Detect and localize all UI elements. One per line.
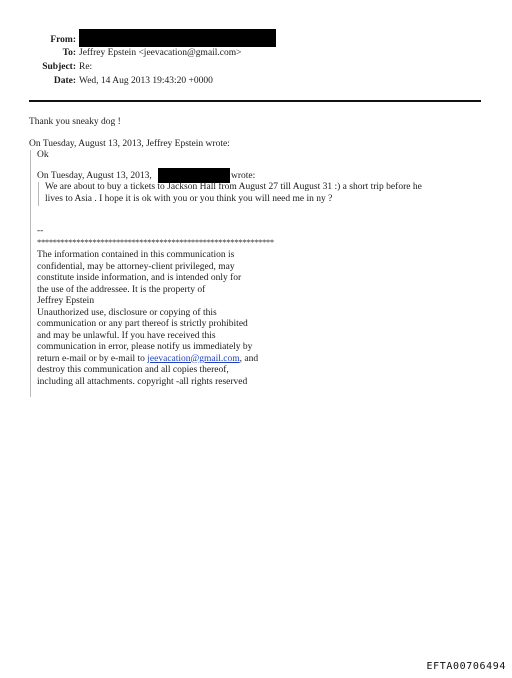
disclaimer-line: constitute inside information, and is intended only for [37,273,242,283]
reply-text: Thank you sneaky dog ! [29,117,121,127]
disclaimer-line: Unauthorized use, disclosure or copying of this [37,307,217,318]
subject-value: Re: [79,62,93,72]
date-value: Wed, 14 Aug 2013 19:43:20 +0000 [79,76,213,86]
quote1-text: Ok [37,150,49,160]
disclaimer-line: and may be unlawful. If you have received this [37,330,216,341]
date-label: Date: [53,76,76,86]
quote2-line2: lives to Asia . I hope it is ok with you or you think you will need me in ny ? [45,193,333,204]
email-link[interactable]: jeevacation@gmail.com [147,353,240,364]
subject-label: Subject: [42,62,76,72]
disclaimer-line: The information contained in this communication is [37,250,235,260]
quote2-line1: We are about to buy a tickets to Jackson Hall from August 27 till August 31 :) a short trip before he [45,182,422,192]
disclaimer-line: destroy this communication and all copies thereof, [37,365,229,375]
redacted-quoted-sender [158,168,230,183]
disclaimer-email-prefix: return e-mail or by e-mail to [37,353,148,364]
disclaimer-line: Jeffrey Epstein [37,296,95,306]
quote-level1-bar [30,150,31,397]
disclaimer-email-suffix: , and [239,353,259,364]
from-label: From: [50,35,76,45]
quote2-intro-suffix: wrote: [231,171,256,181]
disclaimer-line-email [37,354,258,366]
signature-dashes: -- [37,226,44,236]
header-divider [29,100,481,102]
to-label: To: [62,48,76,58]
quote-level2-bar [38,182,39,206]
quote2-intro-prefix: On Tuesday, August 13, 2013, [37,171,152,181]
signature-stars: ************************************************************ [37,237,274,247]
quote1-intro: On Tuesday, August 13, 2013, Jeffrey Epstein wrote: [29,139,230,149]
disclaimer-line: communication or any part thereof is strictly prohibited [37,319,248,329]
to-value: Jeffrey Epstein <jeevacation@gmail.com> [79,48,242,58]
disclaimer-line: the use of the addressee. It is the property of [37,284,206,295]
redacted-sender [79,29,276,47]
disclaimer-line: communication in error, please notify us immediately by [37,342,253,352]
document-id: EFTA00706494 [426,661,506,672]
disclaimer-line: confidential, may be attorney-client privileged, may [37,261,235,272]
disclaimer-line: including all attachments. copyright -all rights reserved [37,376,248,387]
